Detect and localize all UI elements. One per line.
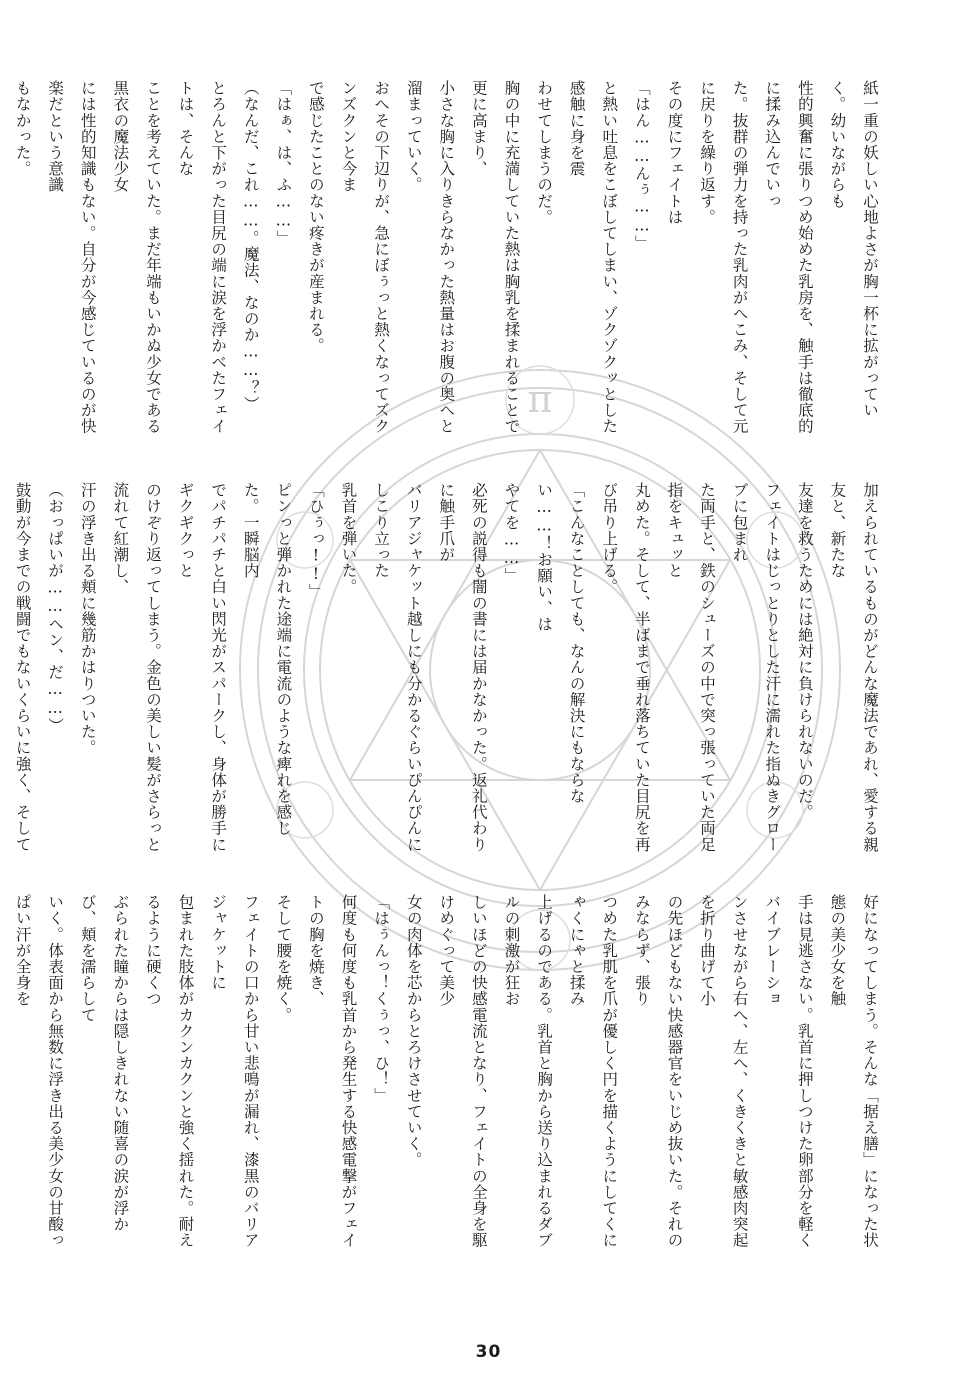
text-block-top: 紙一重の妖しい心地よさが胸一杯に拡がっていく。幼いながらも 性的興奮に張りつめ始めた乳房を、触手は徹底的に揉み込んでいっ た。抜群の弾力を持った乳肉がへこみ、そして元に戻りを繰り返す。 その度にフェイトは 「はん……んぅ……」 と熱い吐息をこぼしてしまい、ゾクゾクッとした感触に身を震 わせてしまうのだ。 胸の中に充満していた熱は胸乳を揉まれることで更に高まり、 小さな胸に入りきらなかった熱量はお腹の奥へと溜まっていく。 おへその下辺りが、急にぼぅっと熱くなってズクンズクンと今ま で感じたことのない疼きが産まれる。 「はぁ、は、ふ……」 （なんだ、これ……。魔法、なのか……？） とろんと下がった目尻の端に涙を浮かべたフェイトは、そんな ことを考えていた。まだ年端もいかぬ少女である黒衣の魔法少女 には性的知識もない。自分が今感じているのが快楽だという意識 もなかった。 xyxy=(13,80,879,435)
text-block-middle: 加えられているものがどんな魔法であれ、愛する親友と、新たな 友達を救うためには絶対に負けられないのだ。 フェイトはじっとりとした汗に濡れた指ぬきグローブに包まれ た両手と、鉄のシューズの中で突っ張っていた両足指をキュッと 丸めた。そして、半ばまで垂れ落ちていた目尻を再び吊り上げる。 「こんなことしても、なんの解決にもならない……！お願い、は やてを……」 必死の説得も闇の書には届かなかった。返礼代わりに触手爪が バリアジャケット越しにも分かるぐらいぴんぴんにしこり立った 乳首を弾いた。 「ひぅっ!!」 ピンっと弾かれた途端に電流のような痺れを感じた。一瞬脳内 でパチパチと白い閃光がスパークし、身体が勝手にギクギクっと のけぞり返ってしまう。金色の美しい髪がさらっと流れて紅潮し、 汗の浮き出る頬に幾筋かはりついた。 （おっぱいが……ヘン、だ……） 鼓動が今までの戦闘でもないくらいに強く、そして xyxy=(13,482,879,853)
text-block-bottom: 好になってしまう。そんな「据え膳」になった状態の美少女を触 手は見逃さない。乳首に押しつけた卵部分を軽くバイブレーショ ンさせながら右へ、左へ、くきくきと敏感肉突起を折り曲げて小 の先ほどもない快感器官をいじめ抜いた。それのみならず、張り つめた乳肌を爪が優しく円を描くようにしてくにゃくにゃと揉み 上げるのである。乳首と胸から送り込まれるダブルの刺激が狂お しいほどの快感電流となり、フェイトの全身を駆けめぐって美少 女の肉体を芯からとろけさせていく。 「はぅんっ！くぅっ、ひ！」 何度も何度も乳首から発生する快感電撃がフェイトの胸を焼き、 そして腰を焼く。 フェイトの口から甘い悲鳴が漏れ、漆黒のバリアジャケットに 包まれた肢体がカクンカクンと強く揺れた。耐えるように硬くつ ぶられた瞳からは隠しきれない随喜の涙が浮かび、頬を濡らして いく。体表面から無数に浮き出る美少女の甘酸っぱい汗が全身を xyxy=(13,894,879,1249)
page-number: 30 xyxy=(475,1342,502,1362)
pi-glyph: π xyxy=(527,377,553,421)
